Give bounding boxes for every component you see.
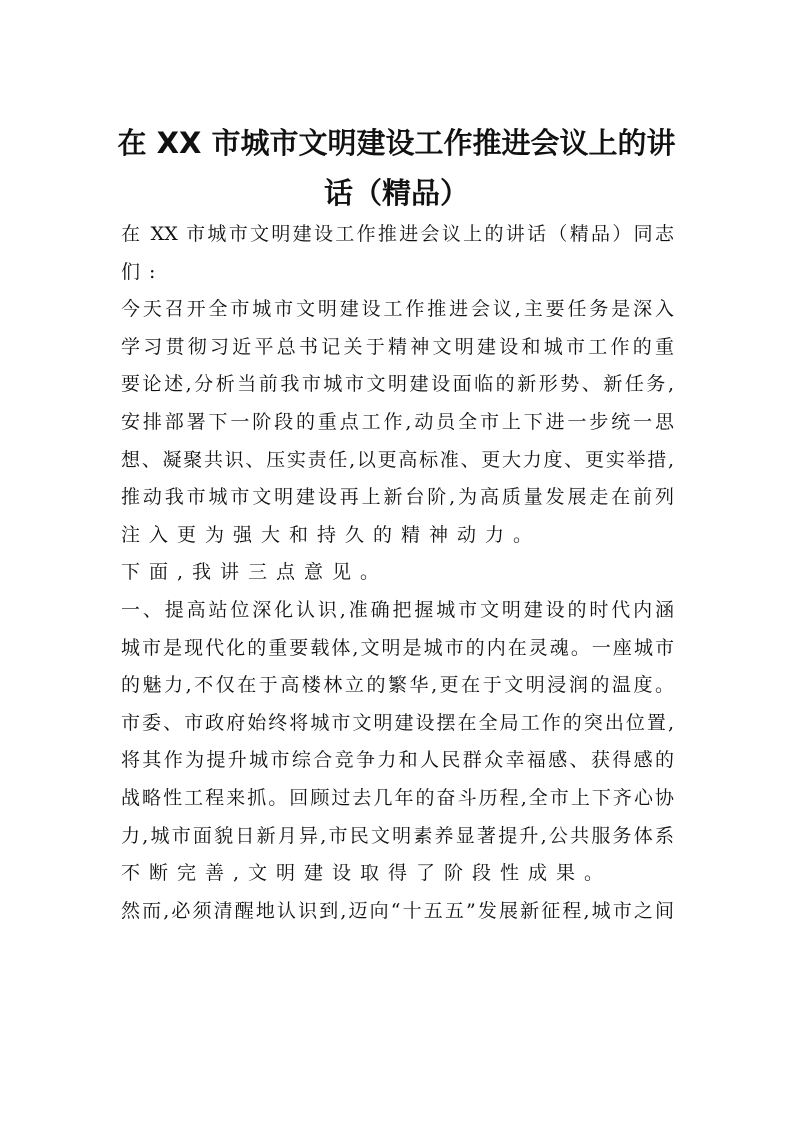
text-line: 想、凝聚共识、压实责任,以更高标准、更大力度、更实举措, [121,448,674,471]
title-line-1: 在 XX 市城市文明建设工作推进会议上的讲 [117,126,676,160]
text-line: 将其作为提升城市综合竞争力和人民群众幸福感、获得感的 [121,749,674,772]
text-line: 然而,必须清醒地认识到,迈向“十五五”发展新征程,城市之间 [121,899,674,922]
text-line: 的魅力,不仅在于高楼林立的繁华,更在于文明浸润的温度。 [121,674,674,697]
text-line: 战略性工程来抓。回顾过去几年的奋斗历程,全市上下齐心协 [121,786,674,809]
text-line: 学习贯彻习近平总书记关于精神文明建设和城市工作的重 [121,335,674,358]
document-body [121,216,674,930]
text-line: 注入更为强大和持久的精神动力。 [121,523,542,546]
text-line: 不断完善,文明建设取得了阶段性成果。 [121,862,613,885]
text-line: 力,城市面貌日新月异,市民文明素养显著提升,公共服务体系 [121,824,674,847]
text-line: 要论述,分析当前我市城市文明建设面临的新形势、新任务, [121,373,674,396]
text-line: 市委、市政府始终将城市文明建设摆在全局工作的突出位置, [121,711,674,734]
text-line: 今天召开全市城市文明建设工作推进会议,主要任务是深入 [121,298,674,321]
text-line: 们: [121,260,165,283]
text-line: 下面,我讲三点意见。 [121,561,389,584]
document-title [110,118,683,218]
title-line-2: 话（精品） [323,176,469,210]
text-line: 安排部署下一阶段的重点工作,动员全市上下进一步统一思 [121,410,674,433]
text-line: 一、提高站位深化认识,准确把握城市文明建设的时代内涵 [121,598,674,621]
text-line: 在 XX 市城市文明建设工作推进会议上的讲话（精品）同志 [121,223,674,245]
text-line: 推动我市城市文明建设再上新台阶,为高质量发展走在前列 [121,486,674,509]
text-line: 城市是现代化的重要载体,文明是城市的内在灵魂。一座城市 [121,636,674,659]
